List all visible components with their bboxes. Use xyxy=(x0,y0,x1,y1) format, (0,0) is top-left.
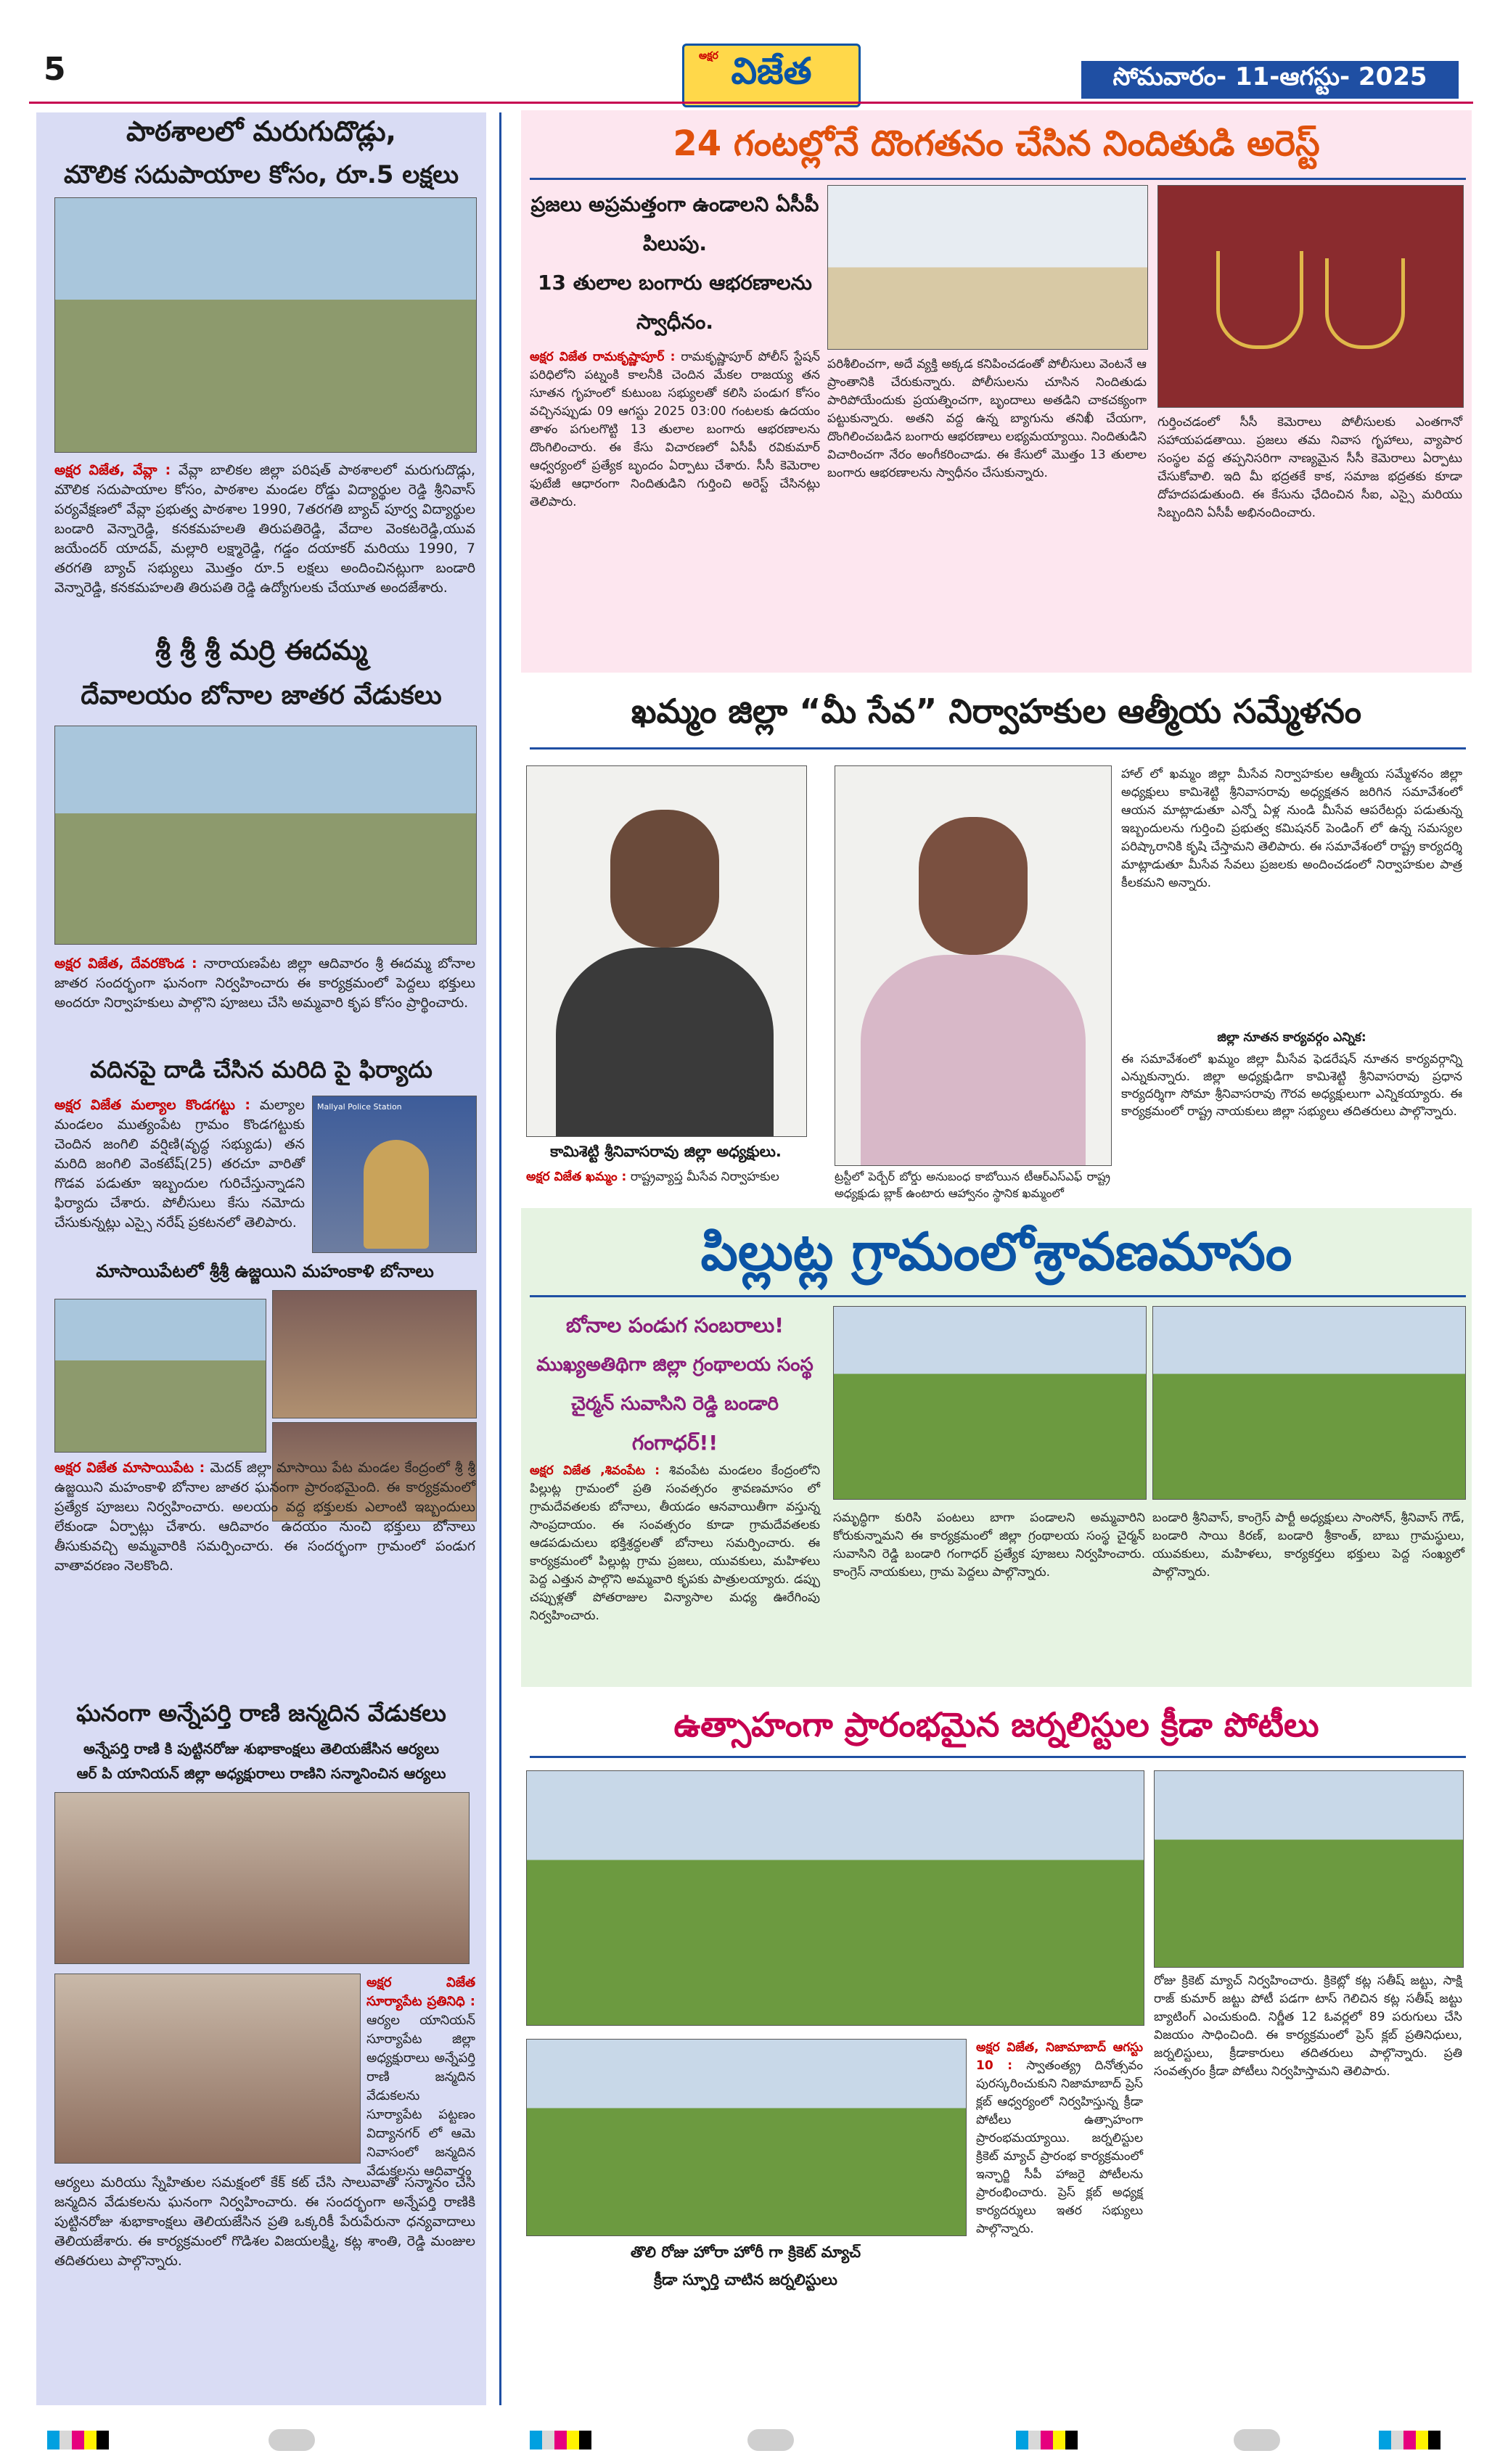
theft-sub-2: పిలుపు. xyxy=(642,231,708,255)
headline-eedamma-line2: దేవాలయం బోనాల జాతర వేడుకలు xyxy=(81,681,442,710)
article-pillutla-col1: అక్షర విజేత ,శివంపేట : శివంపేట మండలం కేంద్రంలోని పిల్లుట్ల గ్రామంలో ప్రతి సంవత్సరం శ్రావణమాసం లో గ్రామదేవతలకు బోనాలు, తీయడం ఆనవాయితీగా వస్తున్న సాంప్రదాయం. ఈ సంవత్సరం కూడా గ్రామదేవతలకు ఆడపడుచులు భక్తిశ్రద్ధలతో బోనాలు సమర్పించారు. ఈ కార్యక్రమంలో పిల్లుట్ల గ్రామ ప్రజలు, యువకులు, మహిళలు పెద్ద ఎత్తున పాల్గొని అమ్మవారి కృపకు పాత్రులయ్యారు. డప్పు చప్పుళ్లతో పోతరాజుల విన్యాసాల మధ్య ఊరేగింపు నిర్వహించారు. xyxy=(530,1463,821,1623)
register-mark-2 xyxy=(747,2429,794,2451)
headline-meeseva-meeting: ఖమ్మం జిల్లా “మీ సేవ” నిర్వాహకుల ఆత్మీయ సమ్మేళనం xyxy=(631,691,1362,731)
article-birthday-side: అక్షర విజేత సూర్యాపేట ప్రతినిధి : ఆర్యల యానియన్ సూర్యాపేట జిల్లా అధ్యక్షురాలు అన్నేపర్తి రాణి జన్మదిన వేడుకలను సూర్యాపేట పట్టణం విద్యానగర్ లో ఆమె నివాసంలో జన్మదిన వేడుకలను ఆదివారం xyxy=(366,1975,475,2179)
committee-heading: జిల్లా నూతన కార్యవర్గం ఎన్నిక: xyxy=(1217,1030,1366,1045)
article-meeseva-mid: ట్రస్టీలో పెర్బేర్ బోర్డు అనుబంధ కాబోయిన టీఆర్ఎస్ఎఫ్ రాష్ట్ర అధ్యక్షుడు బ్లాక్ ఉంటారు ఆహ్వానం స్థానిక ఖమ్మంలో xyxy=(835,1170,1110,1200)
necklace-shape-1 xyxy=(1216,251,1303,349)
article-theft-col2: పరిశీలించగా, అదే వ్యక్తి అక్కడ కనిపించడంతో పోలీసులు వెంటనే ఆ ప్రాంతానికి చేరుకున్నారు. పోలీసులను చూసిన నిందితుడు పారిపోయేందుకు ప్రయత్నించగా, బృందాలు అతడిని చాకచక్యంగా పట్టుకున్నారు. అతని వద్ద ఉన్న బ్యాగును తనిఖీ చేయగా, దొంగిలించబడిన బంగారు ఆభరణాలు లభ్యమయ్యాయి. నిందితుడిని విచారించగా నేరం అంగీకరించాడు. ఈ కేసులో మొత్తం 13 తులాల బంగారు ఆభరణాలను స్వాధీనం చేసుకున్నారు. xyxy=(827,357,1147,480)
pillutla-sub-2: ముఖ్యఅతిథిగా జిల్లా గ్రంథాలయ సంస్థ xyxy=(536,1354,813,1376)
article-sports-right: రోజు క్రికెట్ మ్యాచ్ నిర్వహించారు. క్రికెట్లో కట్ల సతీష్ జట్టు, సాక్షి రాజ్ కుమార్ జట్టు పోటీ పడగా టాస్ గెలిచిన కట్ల సతీష్ జట్టు బ్యాటింగ్ ఎంచుకుంది. నిర్ణీత 12 ఓవర్లలో 89 పరుగులు చేసి విజయం సాధించింది. ఈ కార్యక్రమంలో ప్రెస్ క్లబ్ ప్రతినిధులు, జర్నలిస్టులు, క్రీడాకారులు తదితరులు పాల్గొన్నారు. ప్రతి సంవత్సరం క్రీడా పోటీలు నిర్వహిస్తామని తెలిపారు. xyxy=(1154,1974,1462,2079)
portrait2-body xyxy=(861,955,1086,1165)
headline-school-toilets-line1: పాఠశాలలో మరుగుదొడ్లు, xyxy=(126,115,396,147)
photo-birthday-1 xyxy=(54,1792,470,1964)
photo-recovered-jewellery xyxy=(1157,185,1464,408)
photo-pillutla-1 xyxy=(833,1306,1147,1500)
masthead-tag: అక్షర xyxy=(699,50,718,62)
caption-birthday-2: ఆర్ పి యానియన్ జిల్లా అధ్యక్షురాలు రాణిని సన్మానించిన ఆర్యలు xyxy=(76,1765,446,1782)
color-bar-4 xyxy=(1379,2431,1440,2449)
article-theft-col3: గుర్తించడంలో సీసీ కెమెరాలు పోలీసులకు ఎంతగానో సహాయపడతాయి. ప్రజలు తమ నివాస గృహాలు, వ్యాపార సంస్థల వద్ద తప్పనిసరిగా నాణ్యమైన సీసీ కెమెరాలు ఏర్పాటు చేసుకోవాలి. ఇది మీ భద్రతకే కాక, సమాజ భద్రతకు కూడా దోహదపడుతుంది. ఈ కేసును ఛేదించిన సీఐ, ఎస్సై మరియు సిబ్బందిని ఏసీపీ అభినందించారు. xyxy=(1157,415,1462,520)
masthead-title: విజేత xyxy=(731,49,812,92)
portrait-body xyxy=(556,948,774,1136)
photo-masaipet-crowd-1 xyxy=(272,1290,477,1418)
portrait2-head xyxy=(919,817,1028,955)
photo-president-portrait xyxy=(526,765,807,1137)
headline-pillutla: పిల్లుట్ల గ్రామంలోశ్రావణమాసం xyxy=(700,1221,1292,1282)
photo-journalists-group xyxy=(526,1770,1144,2026)
register-mark-1 xyxy=(269,2429,315,2451)
caption-cricket-match: తొలి రోజు హోరా హోరీ గా క్రికెట్ మ్యాచ్ xyxy=(630,2243,861,2261)
photo-cricket-team xyxy=(526,2039,967,2236)
article-pillutla-col2: సమృద్ధిగా కురిసి పంటలు బాగా పండాలని అమ్మవారిని కోరుకున్నామని ఈ కార్యక్రమంలో జిల్లా గ్రంథాలయ సంస్థ చైర్మన్ సువాసిని రెడ్డి బండారి గంగాధర్ ప్రత్యేక పూజలు నిర్వహించారు. కాంగ్రెస్ నాయకులు, గ్రామ పెద్దలు పాల్గొన్నారు. xyxy=(833,1511,1145,1580)
photo-cricket-ground xyxy=(1154,1770,1464,1968)
header-rule xyxy=(29,102,1473,104)
masthead-logo xyxy=(682,44,861,107)
headline-masaipet-bonalu: మాసాయిపేటలో శ్రీశ్రీ ఉజ్జయిని మహంకాళి బోనాలు xyxy=(96,1261,434,1281)
article-pillutla-col3: బండారి శ్రీనివాస్, కాంగ్రెస్ పార్టీ అధ్యక్షులు సాంసోన్, శ్రీనివాస్ గౌడ్, బండారి సాయి కిరణ్, బండారి శ్రీకాంత్, బాబు గ్రామస్థులు, యువకులు, మహిళలు, కార్యకర్తలు భక్తులు పెద్ద సంఖ్యలో పాల్గొన్నారు. xyxy=(1152,1511,1464,1580)
article-committee: ఈ సమావేశంలో ఖమ్మం జిల్లా మీసేవ ఫెడరేషన్ నూతన కార్యవర్గాన్ని ఎన్నుకున్నారు. జిల్లా అధ్యక్షుడిగా కామిశెట్టి శ్రీనివాసరావు ప్రధాన కార్యదర్శిగా సోమా శ్రీనివాసరావు గౌరవ అధ్యక్షులుగా ఎన్నికయ్యారు. ఈ కార్యక్రమంలో రాష్ట్ర నాయకులు జిల్లా సభ్యులు తదితరులు పాల్గొన్నారు. xyxy=(1121,1052,1462,1119)
color-bar-1 xyxy=(47,2431,109,2449)
article-school-toilets: అక్షర విజేత, వేవ్లా : వేవ్లా బాలికల జిల్లా పరిషత్ పాఠశాలలో మరుగుదొడ్లు, మౌలిక సదుపాయాల కోసం, పాఠశాల మండల రోడ్డు విద్యార్థుల రెడ్డి శ్రీనివాస్ పర్యవేక్షణలో వేవ్లా ప్రభుత్వ పాఠశాల 1990, 7తరగతి బ్యాచ్ పూర్వ విద్యార్థుల బండారి వెన్నారెడ్డి, కనకమహలతి తిరుపతిరెడ్డి, వేదాల వెంకటరెడ్డి,యువ జయేందర్ యాదవ్, మల్లారి లక్ష్మారెడ్డి, గడ్డం దయాకర్ మరియు 1990, 7 తరగతి బ్యాచ్ సభ్యులు మొత్తం రూ.5 లక్షలు అందించినట్లుగా బండారి వెన్నారెడ్డి, కనకమహలతి తిరుపతి రెడ్డి ఉద్యోగులకు చేయూత అందజేశారు. xyxy=(54,462,476,596)
article-theft-col1: అక్షర విజేత రామకృష్ణాపూర్ : రామకృష్ణాపూర్ పోలీస్ స్టేషన్ పరిధిలోని పట్నంకి కాలనీకి చెందిన మేకల రాజయ్య తన సూతన గృహంలో కుటుంబ సభ్యులతో కలిసి పండుగ కోసం వచ్చినప్పుడు 09 ఆగస్టు 2025 03:00 గంటలకు ఉదయం తాళం పగులగొట్టి 13 తులాల బంగారు ఆభరణాలను దొంగిలించారు. ఈ కేసు విచారణలో ఏసీపీ రవికుమార్ ఆధ్వర్యంలో ప్రత్యేక బృందం ఏర్పాటు చేశారు. సీసీ కెమెరాల ఫుటేజీ ఆధారంగా నిందితుడిని గుర్తించి అరెస్ట్ చేసినట్లు తెలిపారు. xyxy=(530,350,820,509)
photo-bonalu-festival xyxy=(54,726,477,945)
article-eedamma-bonalu: అక్షర విజేత, దేవరకొండ : నారాయణపేట జిల్లా ఆదివారం శ్రీ ఈదమ్మ బోనాల జాతర సందర్భంగా ఘనంగా నిర్వహించారు ఈ కార్యక్రమంలో పెద్దలు భక్తులు అందరూ నిర్వాహకులు పాల్గొని పూజలు చేసి అమ్మవారి కృప కోసం ప్రార్థించారు. xyxy=(54,956,475,1011)
article-birthday: ఆర్యలు మరియు స్నేహితుల సమక్షంలో కేక్ కట్ చేసి సాలువాతో సన్మానం చేసి జన్మదిన వేడుకలను ఘనంగా నిర్వహించారు. ఈ సందర్భంగా అన్నేపర్తి రాణికి పుట్టినరోజు శుభాకాంక్షలు తెలియజేసిన ప్రతి ఒక్కరికీ పేరుపేరునా ధన్యవాదాలు తెలియజేశారు. ఈ కార్యక్రమంలో గొడిశల విజయలక్ష్మి, కట్ల శాంతి, రెడ్డి మంజుల తదితరులు పాల్గొన్నారు. xyxy=(54,2175,475,2269)
article-meeseva-under: అక్షర విజేత ఖమ్మం : రాష్ట్రవ్యాప్త మీసేవ నిర్వాహకుల xyxy=(526,1170,779,1184)
headline-theft-arrest: 24 గంటల్లోనే దొంగతనం చేసిన నిందితుడి అరెస్ట్ xyxy=(673,123,1320,164)
pillutla-sub-3: చైర్మన్ సువాసిని రెడ్డి బండారి xyxy=(571,1393,779,1415)
article-complaint: అక్షర విజేత మల్యాల కొండగట్టు : మల్యాల మండలం ముత్యంపేట గ్రామం కొండగట్టుకు చెందిన జంగిలి వర్షిణి(వృద్ధ సభ్యుడు) తన మరిది జంగిలి వెంకటేష్(25) తరచూ వారితో గొడవ పడుతూ ఇబ్బందుల గురిచేస్తున్నాడని ఫిర్యాదు చేశారు. పోలీసులు కేసు నమోదు చేసుకున్నట్లు ఎస్సై నరేష్ ప్రకటనలో తెలిపారు. xyxy=(54,1097,305,1231)
photo-school-donation xyxy=(54,197,477,453)
article-meeseva-right: హాల్ లో ఖమ్మం జిల్లా మీసేవ నిర్వాహకుల ఆత్మీయ సమ్మేళనం జిల్లా అధ్యక్షులు కామిశెట్టి శ్రీనివాసరావు అధ్యక్షతన జరిగిన సమావేశంలో ఆయన మాట్లాడుతూ ఎన్నో ఏళ్ల నుండి మీసేవ ఆపరేటర్లు పడుతున్న ఇబ్బందులను గుర్తించి ప్రభుత్వ కమిషనర్ పెండింగ్ లో ఉన్న సమస్యల పరిష్కారానికి కృషి చేస్తామని తెలిపారు. ఈ సమావేశంలో రాష్ట్ర కార్యదర్శి మాట్లాడుతూ మీసేవ సేవలు ప్రజలకు అందించడంలో నిర్వాహకుల పాత్ర కీలకమని అన్నారు. xyxy=(1121,767,1462,890)
caption-sports-spirit: క్రీడా స్ఫూర్తి చాటిన జర్నలిస్టులు xyxy=(654,2271,837,2288)
photo-pillutla-2 xyxy=(1152,1306,1466,1500)
photo-masaipet-1 xyxy=(54,1299,266,1453)
page-number: 5 xyxy=(44,51,66,88)
pillutla-sub-1: బోనాల పండుగ సంబరాలు! xyxy=(565,1313,784,1337)
headline-school-toilets-line2: మౌలిక సదుపాయాల కోసం, రూ.5 లక్షలు xyxy=(63,160,459,189)
photo-birthday-2 xyxy=(54,1974,361,2164)
pillutla-sub-4: గంగాధర్!! xyxy=(631,1431,718,1455)
meeseva-rule xyxy=(530,747,1466,750)
caption-birthday-1: అన్నేపర్తి రాణి కి పుట్టినరోజు శుభాకాంక్షలు తెలియజేసిన ఆర్యలు xyxy=(83,1740,440,1757)
theft-sub-3: 13 తులాల బంగారు ఆభరణాలను xyxy=(538,271,812,295)
police-photo-text: Mallyal Police Station xyxy=(317,1102,402,1112)
color-bar-2 xyxy=(530,2431,591,2449)
article-masaipet-bonalu: అక్షర విజేత మాసాయిపేట : మెదక్ జిల్లా మాసాయి పేట మండల కేంద్రంలో శ్రీ శ్రీ ఉజ్జయిని మహంకాళి బోనాల జాతర ఘనంగా ప్రారంభమైంది. ఈ కార్యక్రమంలో ప్రత్యేక పూజలు నిర్వహించారు. అలయం వద్ద భక్తులకు ఎలాంటి ఇబ్బందులు లేకుండా ఏర్పాట్లు చేశారు. ఆదివారం ఉదయం నుంచి భక్తులు బోనాలు తీసుకువచ్చి అమ్మవారికి సమర్పించారు. ఈ సందర్భంగా గ్రామంలో పండుగ వాతావరణం నెలకొంది. xyxy=(54,1460,475,1574)
column-divider xyxy=(499,112,501,2405)
photo-police-press-meet xyxy=(827,185,1148,350)
headline-complaint: వదినపై దాడి చేసిన మరిది పై ఫిర్యాదు xyxy=(90,1056,433,1083)
article-sports-mid: అక్షర విజేత, నిజామాబాద్ ఆగస్టు 10 : స్వాతంత్య్ర దినోత్సవం పురస్కరించుకుని నిజామాబాద్ ప్రెస్ క్లబ్ ఆధ్వర్యంలో నిర్వహిస్తున్న క్రీడా పోటీలు ఉత్సాహంగా ప్రారంభమయ్యాయి. జర్నలిస్టుల క్రికెట్ మ్యాచ్ ప్రారంభ కార్యక్రమంలో ఇన్ఛార్జి సీపీ హాజరై పోటీలను ప్రారంభించారు. ప్రెస్ క్లబ్ అధ్యక్ష కార్యదర్శులు ఇతర సభ్యులు పాల్గొన్నారు. xyxy=(976,2040,1143,2236)
caption-president: కామిశెట్టి శ్రీనివాసరావు జిల్లా అధ్యక్షులు. xyxy=(550,1143,782,1160)
necklace-shape-2 xyxy=(1325,258,1405,349)
sports-rule xyxy=(530,1756,1466,1758)
theft-rule xyxy=(530,178,1466,180)
headline-journalist-sports: ఉత్సాహంగా ప్రారంభమైన జర్నలిస్టుల క్రీడా పోటీలు xyxy=(673,1705,1319,1744)
officer-figure xyxy=(364,1140,429,1249)
headline-birthday: ఘనంగా అన్నేపర్తి రాణి జన్మదిన వేడుకలు xyxy=(76,1699,446,1727)
photo-police-officer xyxy=(312,1096,477,1253)
theft-sub-1: ప్రజలు అప్రమత్తంగా ఉండాలని ఏసీపీ xyxy=(530,192,819,216)
register-mark-3 xyxy=(1234,2429,1280,2451)
portrait-head xyxy=(610,810,719,948)
theft-sub-4: స్వాధీనం. xyxy=(636,310,713,334)
pillutla-rule xyxy=(530,1295,1466,1297)
headline-eedamma-line1: శ్రీ శ్రీ శ్రీ మర్రి ఈదమ్మ xyxy=(155,634,368,666)
issue-date: సోమవారం- 11-ఆగస్టు- 2025 xyxy=(1081,61,1459,99)
photo-member-portrait xyxy=(835,765,1112,1166)
color-bar-3 xyxy=(1016,2431,1078,2449)
